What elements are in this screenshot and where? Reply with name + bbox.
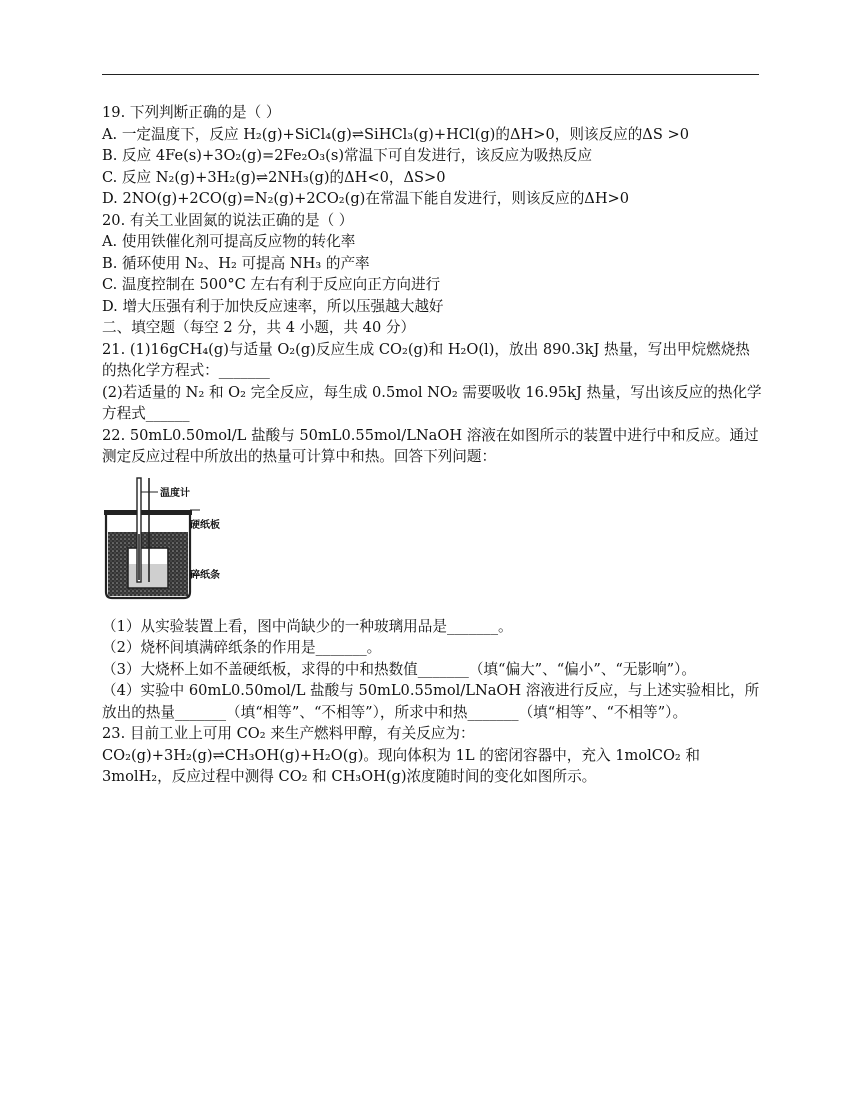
label-thermometer: 温度计 bbox=[160, 487, 190, 499]
question-part-1: 21. (1)16gCH₄(g)与适量 O₂(g)反应生成 CO₂(g)和 H₂O(l)，放出 890.3kJ 热量，写出甲烷燃烧热的热化学方程式：_______ bbox=[102, 340, 750, 379]
cardboard-cover bbox=[104, 510, 192, 515]
option-a: A. 一定温度下，反应 H₂(g)+SiCl₄(g)⇌SiHCl₃(g)+HCl(g)的ΔH>0，则该反应的ΔS >0 bbox=[102, 125, 689, 143]
question-stem: 19. 下列判断正确的是（ ） bbox=[102, 104, 281, 121]
sub-question-4: （4）实验中 60mL0.50mol/L 盐酸与 50mL0.55mol/LNaOH 溶液进行反应，与上述实验相比，所放出的热量_______（填“相等”、“不相等”），所求中和热_______（填“相等”、“不相等”）。 bbox=[102, 682, 760, 721]
label-paper: 碎纸条 bbox=[190, 569, 220, 581]
question-part-2: (2)若适量的 N₂ 和 O₂ 完全反应，每生成 0.5mol NO₂ 需要吸收 16.95kJ 热量，写出该反应的热化学方程式______ bbox=[102, 383, 762, 422]
document-body bbox=[102, 102, 762, 788]
question-body: CO₂(g)+3H₂(g)⇌CH₃OH(g)+H₂O(g)。现向体积为 1L 的密闭容器中，充入 1molCO₂ 和 3molH₂，反应过程中测得 CO₂ 和 CH₃OH(g)浓度随时间的变化如图所示。 bbox=[102, 746, 701, 785]
question-stem: 22. 50mL0.50mol/L 盐酸与 50mL0.55mol/LNaOH 溶液在如图所示的装置中进行中和反应。通过测定反应过程中所放出的热量可计算中和热。回答下列问题： bbox=[102, 426, 759, 465]
option-b: B. 反应 4Fe(s)+3O₂(g)=2Fe₂O₃(s)常温下可自发进行，该反应为吸热反应 bbox=[102, 147, 593, 164]
section-heading: 二、填空题（每空 2 分，共 4 小题，共 40 分） bbox=[102, 319, 416, 336]
sub-question-3: （3）大烧杯上如不盖硬纸板，求得的中和热数值_______（填“偏大”、“偏小”、“无影响”）。 bbox=[102, 660, 697, 678]
question-stem: 23. 目前工业上可用 CO₂ 来生产燃料甲醇，有关反应为： bbox=[102, 725, 475, 742]
calorimeter-figure bbox=[104, 474, 234, 604]
question-22 bbox=[102, 425, 762, 724]
question-stem: 20. 有关工业固氮的说法正确的是（ ） bbox=[102, 211, 354, 229]
inner-liquid bbox=[129, 564, 167, 587]
question-19 bbox=[102, 102, 762, 210]
question-20 bbox=[102, 210, 762, 318]
option-b: B. 循环使用 N₂、H₂ 可提高 NH₃ 的产率 bbox=[102, 254, 370, 272]
label-board: 硬纸板 bbox=[190, 519, 220, 531]
calorimeter-diagram bbox=[104, 474, 234, 604]
option-a: A. 使用铁催化剂可提高反应物的转化率 bbox=[102, 233, 356, 250]
option-d: D. 增大压强有利于加快反应速率，所以压强越大越好 bbox=[102, 297, 444, 315]
question-23 bbox=[102, 723, 762, 788]
sub-question-1: （1）从实验装置上看，图中尚缺少的一种玻璃用品是_______。 bbox=[102, 617, 513, 635]
header-rule bbox=[102, 74, 759, 75]
option-c: C. 反应 N₂(g)+3H₂(g)⇌2NH₃(g)的ΔH<0，ΔS>0 bbox=[102, 168, 446, 186]
sub-question-2: （2）烧杯间填满碎纸条的作用是_______。 bbox=[102, 639, 382, 656]
option-c: C. 温度控制在 500°C 左右有利于反应向正方向进行 bbox=[102, 276, 441, 293]
question-21 bbox=[102, 339, 762, 425]
option-d: D. 2NO(g)+2CO(g)=N₂(g)+2CO₂(g)在常温下能自发进行，则该反应的ΔH>0 bbox=[102, 190, 630, 207]
